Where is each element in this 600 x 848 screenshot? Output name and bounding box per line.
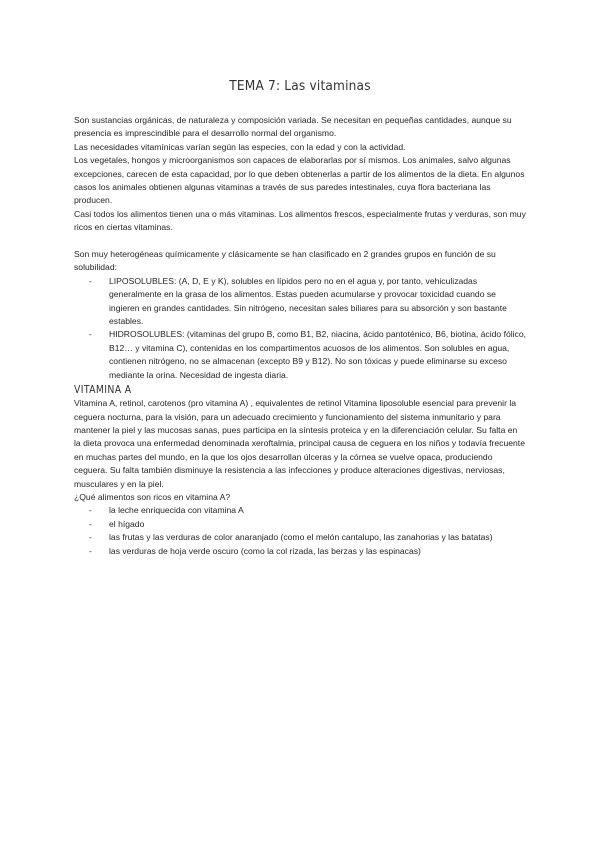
intro-paragraph-2: Las necesidades vitamínicas varían según las especies, con la edad y con la actividad. [74,141,406,152]
vitamin-a-foods-list [74,504,526,558]
vitamin-a-question: ¿Qué alimentos son ricos en vitamina A? [74,491,231,502]
intro-paragraph-4: Casi todos los alimentos tienen una o más vitaminas. Los alimentos frescos, especialmente frutas y verduras, son muy ricos en ciertas vitaminas. [74,208,526,233]
food-item: - las verduras de hoja verde oscuro (como la col rizada, las berzas y las espinacas) [74,545,526,558]
food-item: - la leche enriquecida con vitamina A [74,504,526,517]
intro-paragraph-1: Son sustancias orgánicas, de naturaleza y composición variada. Se necesitan en pequeñas cantidades, aunque su presencia es imprescindible para el desarrollo normal del organismo. [74,115,512,139]
solubility-groups-list [74,275,526,382]
group-item-liposolubles: - LIPOSOLUBLES: (A, D, E y K), solubles en lípidos pero no en el agua y, por tanto, vehiculizadas generalmente en la grasa de los alimentos. Estas pueden acumularse y provocar toxicidad cuando se ingieren en grandes cantidades. Sin nitrógeno, necesitan sales biliares para su absorción y son bastante estables. [74,275,526,329]
spacer [74,235,526,248]
intro-paragraph-3: Los vegetales, hongos y microorganismos son capaces de elaborarlas por sí mismos. Los animales, salvo algunas excepciones, carecen de esta capacidad, por lo que deben obtenerlas a partir de los alimentos de la dieta. En algunos casos los animales obtienen algunas vitaminas a través de sus paredes intestinales, cuya flora bacteriana las producen. [74,155,525,206]
group-item-hidrosolubles: - HIDROSOLUBLES: (vitaminas del grupo B, como B1, B2, niacina, ácido pantoténico, B6, biotina, ácido fólico, B12… y vitamina C), contenidas en los compartimentos acuosos de los alimentos. Son solubles en agua, contienen nitrógeno, no se almacenan (excepto B9 y B12). No son tóxicas y puede eliminarse su exceso mediante la orina. Necesidad de ingesta diaria. [74,328,526,382]
section-heading-vitamina-a: VITAMINA A [74,383,132,397]
classification-intro: Son muy heterogéneas químicamente y clásicamente se han clasificado en 2 grandes grupos en función de su solubilidad: [74,249,496,273]
page-title: TEMA 7: Las vitaminas [229,78,371,94]
food-item: - las frutas y las verduras de color anaranjado (como el melón cantalupo, las zanahorias y las batatas) [74,531,526,544]
food-item: - el hígado [74,518,526,531]
vitamin-a-description: Vitamina A, retinol, carotenos (pro vitamina A) , equivalentes de retinol Vitamina liposoluble esencial para prevenir la ceguera nocturna, para la visión, para un adecuado crecimiento y funcionamiento del sistema inmunitario y para mantener la piel y las mucosas sanas, pues participa en la síntesis proteica y en la diferenciación celular. Su falta en la dieta provoca una enfermedad denominada xeroftalmia, principal causa de ceguera en los niños y todavía frecuente en muchas partes del mundo, en la que los ojos desarrollan úlceras y la córnea se vuelve opaca, produciendo ceguera. Su falta también disminuye la resistencia a las infecciones y produce alteraciones digestivas, nerviosas, musculares y en la piel. [74,398,525,489]
document-body [74,114,526,558]
